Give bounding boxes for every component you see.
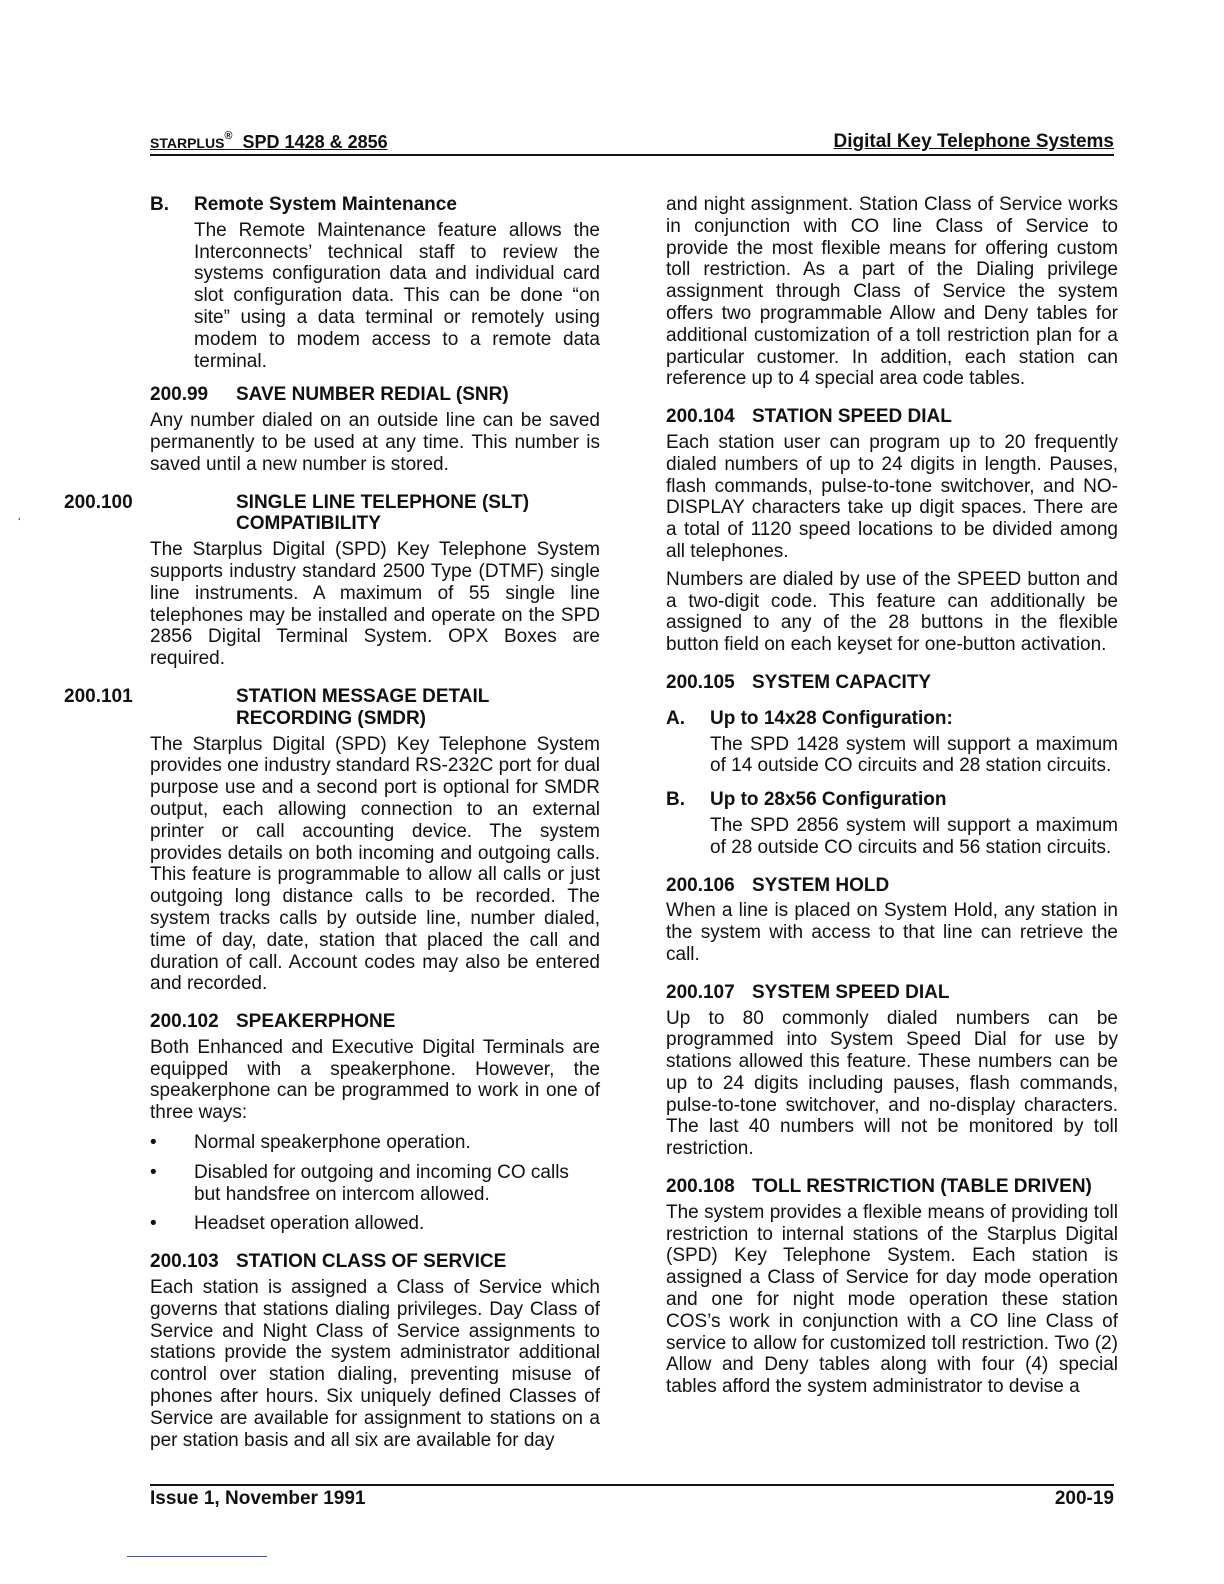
page-footer <box>150 1484 1114 1509</box>
list-item-text: Normal speakerphone operation. <box>194 1132 471 1154</box>
section-200-103-continued <box>666 194 1118 390</box>
section-title: STATION MESSAGE DETAIL RECORDING (SMDR) <box>236 685 489 729</box>
section-number: 200.101 <box>64 685 133 707</box>
section-paragraph: Both Enhanced and Executive Digital Terminals are equipped with a speakerphone. However, the speakerphone can be programmed to work in one of three ways: <box>150 1036 600 1124</box>
section-heading <box>150 1011 600 1033</box>
section-heading <box>666 1176 1118 1198</box>
section-title: TOLL RESTRICTION (TABLE DRIVEN) <box>752 1176 1092 1198</box>
section-number: 200.99 <box>150 384 209 406</box>
subsection-letter: B. <box>150 194 169 215</box>
subsection-letter: A. <box>666 707 685 729</box>
section-heading <box>150 384 600 406</box>
right-column <box>666 194 1118 1414</box>
section-200-99 <box>150 384 600 475</box>
section-heading <box>666 672 1118 694</box>
page-number: 200-19 <box>1054 1488 1114 1509</box>
section-heading <box>150 1251 600 1273</box>
list-item <box>150 1132 600 1154</box>
section-number: 200.102 <box>150 1011 219 1033</box>
margin-mark: ‘ <box>18 515 21 529</box>
section-200-105 <box>666 672 1118 859</box>
section-paragraph: The Starplus Digital (SPD) Key Telephone System supports industry standard 2500 Type (DTMF) single line instruments. A maximum of 55 single line telephones may be installed and operate on the SPD 2856 Digital Terminal System. OPX Boxes are required. <box>150 539 600 670</box>
section-heading <box>64 491 600 536</box>
section-number: 200.104 <box>666 406 735 428</box>
brand-name: STARPLUS <box>150 135 225 151</box>
subsection-body: The SPD 1428 system will support a maximum of 14 outside CO circuits and 28 station circuits. <box>710 733 1118 777</box>
section-paragraph: Each station is assigned a Class of Service which governs that stations dialing privileges. Day Class of Service and Night Class of Service assignments to stations provide the system administrator additional control over station dialing, preventing misuse of phones after hours. Six uniquely defined Classes of Service are available for assignment to stations on a per station basis and all six are available for day <box>150 1277 600 1451</box>
section-200-103 <box>150 1251 600 1451</box>
list-item <box>150 1162 600 1206</box>
section-200-101 <box>64 685 600 995</box>
subsection-letter: B. <box>666 789 685 811</box>
subsection-body: The SPD 2856 system will support a maximum of 28 outside CO circuits and 56 station circuits. <box>710 814 1118 858</box>
section-title: SPEAKERPHONE <box>236 1011 396 1033</box>
left-column <box>64 194 600 1467</box>
section-number: 200.106 <box>666 874 735 896</box>
section-heading <box>666 875 1118 897</box>
header-section-title: Digital Key Telephone Systems <box>833 131 1114 152</box>
section-number: 200.103 <box>150 1251 219 1273</box>
section-number: 200.100 <box>64 491 133 513</box>
section-paragraph: Each station user can program up to 20 frequently dialed numbers of up to 24 digits in length. Pauses, flash commands, pulse-to-tone switchover, and NO-DISPLAY characters take up digit spaces. There are a total of 1120 speed locations to be divided among all telephones. <box>666 431 1118 562</box>
section-title: SYSTEM SPEED DIAL <box>752 981 950 1003</box>
header-product-title <box>150 130 388 153</box>
running-header <box>150 128 1114 156</box>
list-item-text: Disabled for outgoing and incoming CO calls but handsfree on intercom allowed. <box>194 1161 569 1205</box>
registered-mark: ® <box>224 130 233 142</box>
section-paragraph: and night assignment. Station Class of Service works in conjunction with CO line Class of Service to provide the most flexible means for offering custom toll restriction. As a part of the Dialing privilege assignment through Class of Service the system offers two programmable Allow and Deny tables for additional customization of a toll restriction plan for a particular customer. In addition, each station can reference up to 4 special area code tables. <box>666 194 1118 390</box>
section-title: SYSTEM HOLD <box>752 874 890 896</box>
section-paragraph: The system provides a flexible means of providing toll restriction to internal stations of the Starplus Digital (SPD) Key Telephone System. Each station is assigned a Class of Service for day mode operation and one for night mode operation these station COS’s work in conjunction with a CO line Class of service to allow for customized toll restriction. Two (2) Allow and Deny tables along with four (4) special tables afford the system administrator to devise a <box>666 1201 1118 1398</box>
section-200-107 <box>666 982 1118 1160</box>
section-200-104 <box>666 406 1118 656</box>
scan-divider <box>127 1556 267 1557</box>
section-number: 200.105 <box>666 671 735 693</box>
section-200-102 <box>150 1011 600 1235</box>
section-paragraph: Up to 80 commonly dialed numbers can be programmed into System Speed Dial for use by stations allowed this feature. These numbers can be up to 24 digits including pauses, flash commands, pulse-to-tone switchover, and no-display characters. The last 40 numbers will not be monitored by toll restriction. <box>666 1007 1118 1160</box>
subsection-title: Remote System Maintenance <box>194 194 457 215</box>
section-paragraph: Any number dialed on an outside line can be saved permanently to be used at any time. This number is saved until a new number is stored. <box>150 410 600 475</box>
section-number: 200.108 <box>666 1176 735 1198</box>
remote-maintenance-subsection <box>150 194 600 372</box>
list-item-text: Headset operation allowed. <box>194 1213 425 1235</box>
list-item <box>150 1213 600 1235</box>
subsection-heading <box>666 789 1118 811</box>
bullet-icon: • <box>150 1132 157 1154</box>
bullet-icon: • <box>150 1161 157 1183</box>
issue-date: Issue 1, November 1991 <box>150 1488 366 1509</box>
section-title: SAVE NUMBER REDIAL (SNR) <box>236 384 509 406</box>
subsection-heading <box>666 708 1118 730</box>
bullet-icon: • <box>150 1213 157 1235</box>
section-200-106 <box>666 875 1118 966</box>
bullet-list <box>150 1132 600 1235</box>
subsection-body: The Remote Maintenance feature allows the Interconnects’ technical staff to review the systems configuration data and individual card slot configuration data. This can be done “on site” using a data terminal or remotely using modem to modem access to a remote data terminal. <box>194 219 600 372</box>
section-200-108 <box>666 1176 1118 1398</box>
subsection-heading <box>150 194 600 216</box>
subsection-title: Up to 14x28 Configuration: <box>710 707 953 729</box>
section-heading <box>666 982 1118 1004</box>
section-title: STATION CLASS OF SERVICE <box>236 1251 507 1273</box>
section-title: STATION SPEED DIAL <box>752 406 952 428</box>
section-title: SYSTEM CAPACITY <box>752 671 932 693</box>
subsection-title: Up to 28x56 Configuration <box>710 789 947 811</box>
section-number: 200.107 <box>666 981 735 1003</box>
section-heading <box>64 685 600 730</box>
section-paragraph: Numbers are dialed by use of the SPEED button and a two-digit code. This feature can additionally be assigned to any of the 28 buttons in the flexible button field on each keyset for one-button activation. <box>666 568 1118 656</box>
capacity-option-a <box>666 708 1118 777</box>
capacity-option-b <box>666 789 1118 858</box>
section-paragraph: When a line is placed on System Hold, any station in the system with access to that line can retrieve the call. <box>666 900 1118 965</box>
section-title: SINGLE LINE TELEPHONE (SLT) COMPATIBILITY <box>236 491 530 535</box>
section-200-100 <box>64 491 600 670</box>
section-heading <box>666 406 1118 428</box>
model-name: SPD 1428 & 2856 <box>242 132 388 152</box>
section-paragraph: The Starplus Digital (SPD) Key Telephone System provides one industry standard RS-232C port for dual purpose use and a second port is optional for SMDR output, each allowing connection to an external printer or call accounting device. The system provides details on both incoming and outgoing calls. This feature is programmable to allow all calls or just outgoing long distance calls to be recorded. The system tracks calls by outside line, number dialed, time of day, date, station that placed the call and duration of call. Account codes may also be entered and recorded. <box>150 733 600 995</box>
